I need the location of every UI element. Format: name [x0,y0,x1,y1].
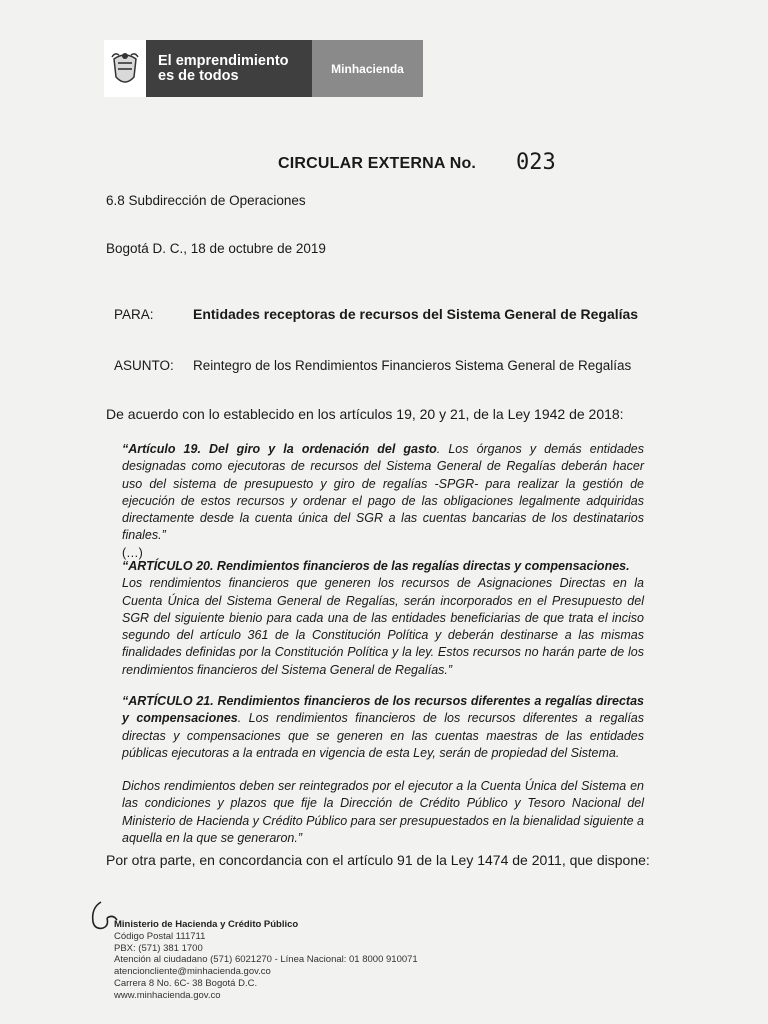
footer-contact [114,919,418,1002]
quote-19-ellipsis: (…) [122,545,143,560]
quote-article-21 [122,693,644,762]
logo-primary-block [104,40,312,97]
quote-20-heading: “ARTÍCULO 20. Rendimientos financieros de las regalías directas y compensaciones. [122,559,630,573]
footer-pbx: PBX: (571) 381 1700 [114,942,203,954]
quote-21-body: . Los rendimientos financieros de los recursos diferentes a regalías directas y compensaciones que se generen en las cuentas maestras de las entidades públicas ejecutoras a la entrada en vigencia de esta Ley, serán de propiedad del Sistema. [122,711,644,760]
quote-21-heading: “ARTÍCULO 21. Rendimientos financieros de los recursos diferentes a regalías directas y compensaciones [122,694,644,726]
office-line: 6.8 Subdirección de Operaciones [106,193,306,208]
coat-of-arms-icon [104,40,146,97]
quote-article-21-continued: Dichos rendimientos deben ser reintegrados por el ejecutor a la Cuenta Única del Sistema en las condiciones y plazos que fije la Dirección de Crédito Público y Tesoro Nacional del Ministerio de Hacienda y Crédito Público para ser presupuestados en la bienalidad siguiente a aquella en la que se generaron.” [122,779,644,845]
logo-line-2: es de todos [158,67,239,84]
footer-web[interactable]: www.minhacienda.gov.co [114,989,221,1001]
asunto-subject: Reintegro de los Rendimientos Financieros Sistema General de Regalías [193,358,632,373]
quote-article-20 [122,558,644,679]
logo-minhacienda: Minhacienda [312,40,423,97]
quote-20-body: Los rendimientos financieros que generen los recursos de Asignaciones Directas en la Cuenta Única del Sistema General de Regalías, serán incorporados en el Presupuesto del SGR del siguiente bienio para cada una de las entidades beneficiarias de que trata el inciso segundo del artículo 361 de la Constitución Política y deberán destinarse a las mismas finalidades definidas por la Constitución Política y la ley. Estos recursos no harán parte de los rendimientos financieros del Sistema General de Regalías.” [122,576,644,677]
logo-slogan [158,54,289,84]
logo-line-1: El emprendimiento [158,52,289,69]
quote-article-19 [122,441,644,562]
closing-paragraph: Por otra parte, en concordancia con el artículo 91 de la Ley 1474 de 2011, que dispone: [106,852,650,868]
footer-atencion: Atención al ciudadano (571) 6021270 - Línea Nacional: 01 8000 910071 [114,954,418,966]
quote-19-body: . Los órganos y demás entidades designadas como ejecutoras de recursos del Sistema General de Regalías deberán hacer uso del sistema de presupuesto y giro de regalías -SPGR- para realizar la gestión de ejecución de estos recursos y ordenar el pago de las obligaciones legalmente adquiridas directamente desde la cuenta única del SGR a las cuentas bancarias de los destinatarios finales.” [122,442,644,543]
circular-number: 023 [516,150,556,175]
date-line: Bogotá D. C., 18 de octubre de 2019 [106,241,326,256]
quote-19-heading: “Artículo 19. Del giro y la ordenación del gasto [122,442,437,456]
footer-address: Carrera 8 No. 6C- 38 Bogotá D.C. [114,977,258,989]
footer-ministry: Ministerio de Hacienda y Crédito Público [114,919,299,930]
document-title: CIRCULAR EXTERNA No. [278,155,477,172]
para-recipients: Entidades receptoras de recursos del Sistema General de Regalías [193,306,639,322]
header-logo [104,40,423,97]
footer-postal: Código Postal 111711 [114,930,206,942]
para-label: PARA: [114,307,154,322]
footer-email[interactable]: atencioncliente@minhacienda.gov.co [114,966,271,978]
intro-paragraph: De acuerdo con lo establecido en los artículos 19, 20 y 21, de la Ley 1942 de 2018: [106,406,624,422]
asunto-label: ASUNTO: [114,358,174,373]
